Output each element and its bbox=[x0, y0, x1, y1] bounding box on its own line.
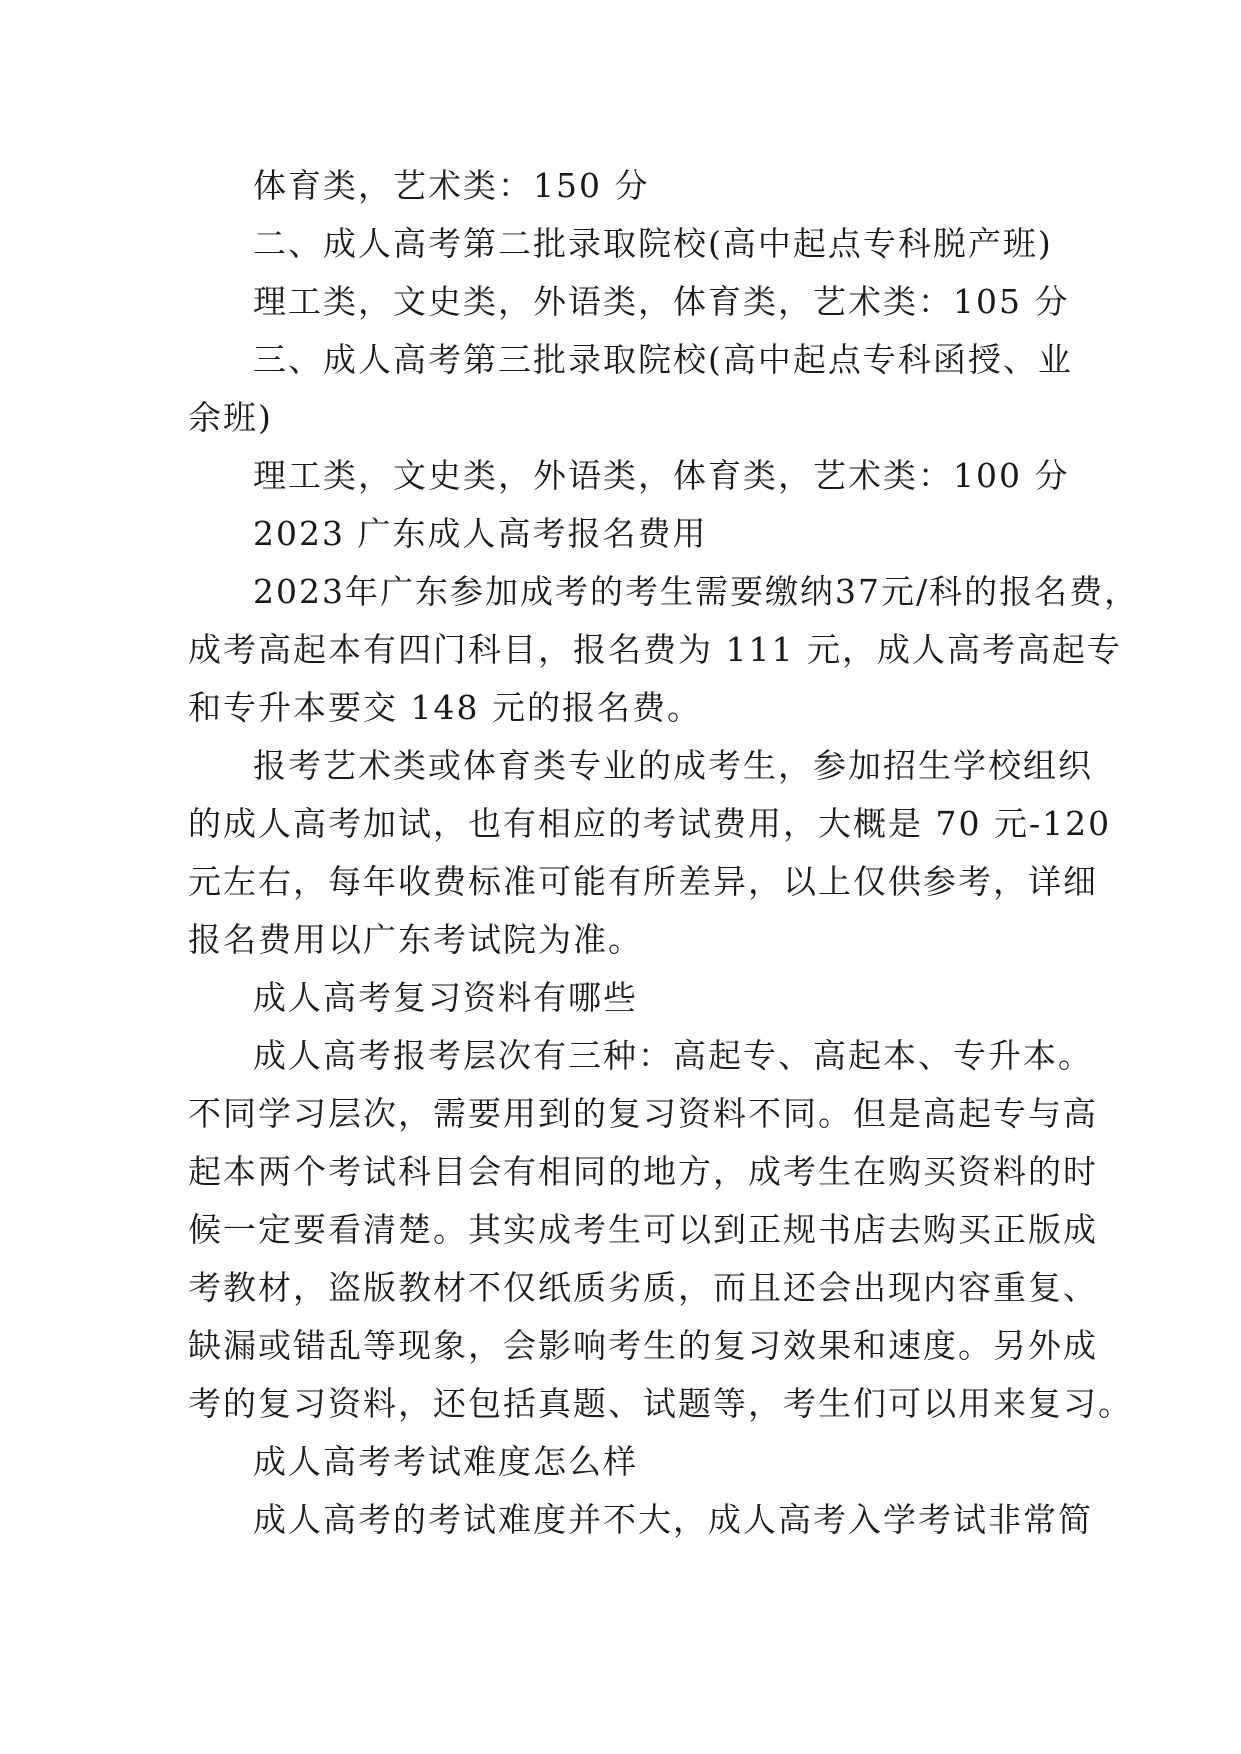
text-line: 理工类，文史类，外语类，体育类，艺术类：105 分 bbox=[253, 282, 1070, 321]
text-line: 的成人高考加试，也有相应的考试费用，大概是 70 元-120 bbox=[188, 804, 1112, 843]
section-heading: 成人高考复习资料有哪些 bbox=[253, 978, 638, 1017]
text-line: 二、成人高考第二批录取院校(高中起点专科脱产班) bbox=[253, 224, 1053, 263]
text-line: 报考艺术类或体育类专业的成考生，参加招生学校组织 bbox=[253, 746, 1093, 785]
text-line: 考教材，盗版教材不仅纸质劣质，而且还会出现内容重复、 bbox=[188, 1268, 1098, 1307]
text-line: 元左右，每年收费标准可能有所差异，以上仅供参考，详细 bbox=[188, 862, 1098, 901]
text-line: 缺漏或错乱等现象，会影响考生的复习效果和速度。另外成 bbox=[188, 1326, 1098, 1365]
text-line: 三、成人高考第三批录取院校(高中起点专科函授、业 bbox=[253, 340, 1073, 379]
section-heading: 2023 广东成人高考报名费用 bbox=[253, 514, 708, 553]
text-line: 成考高起本有四门科目，报名费为 111 元，成人高考高起专 bbox=[188, 630, 1122, 669]
text-line: 成人高考报考层次有三种：高起专、高起本、专升本。 bbox=[253, 1036, 1093, 1075]
text-line: 起本两个考试科目会有相同的地方，成考生在购买资料的时 bbox=[188, 1152, 1098, 1191]
text-line: 和专升本要交 148 元的报名费。 bbox=[188, 688, 702, 727]
text-line: 报名费用以广东考试院为准。 bbox=[188, 920, 643, 959]
text-line: 余班) bbox=[188, 398, 273, 437]
text-line: 成人高考的考试难度并不大，成人高考入学考试非常简 bbox=[253, 1500, 1093, 1539]
text-line: 考的复习资料，还包括真题、试题等，考生们可以用来复习。 bbox=[188, 1384, 1133, 1423]
text-line: 候一定要看清楚。其实成考生可以到正规书店去购买正版成 bbox=[188, 1210, 1098, 1249]
text-line: 2023年广东参加成考的考生需要缴纳37元/科的报名费， bbox=[253, 572, 1140, 611]
text-line: 不同学习层次，需要用到的复习资料不同。但是高起专与高 bbox=[188, 1094, 1098, 1133]
text-line: 体育类，艺术类：150 分 bbox=[253, 166, 650, 205]
section-heading: 成人高考考试难度怎么样 bbox=[253, 1442, 638, 1481]
text-line: 理工类，文史类，外语类，体育类，艺术类：100 分 bbox=[253, 456, 1070, 495]
